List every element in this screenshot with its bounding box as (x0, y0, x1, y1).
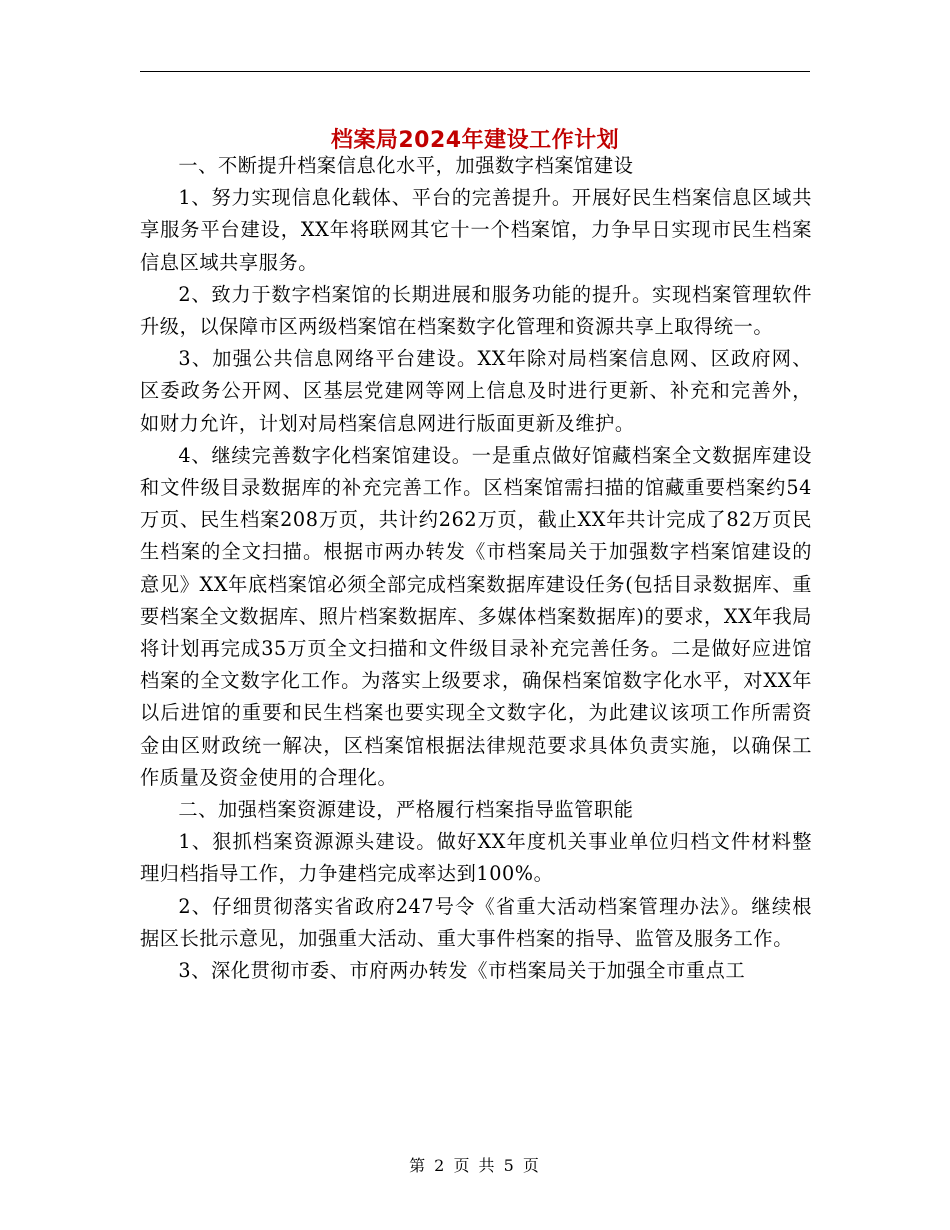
paragraph-1-3: 3、加强公共信息网络平台建设。XX年除对局档案信息网、区政府网、区委政务公开网、区基层党建网等网上信息及时进行更新、补充和完善外，如财力允许，计划对局档案信息网进行版面更新及维护。 (140, 347, 812, 435)
section-heading-2: 二、加强档案资源建设，严格履行档案指导监管职能 (178, 798, 634, 822)
document-title: 档案局2024年建设工作计划 (330, 127, 620, 153)
paragraph-2-2: 2、仔细贯彻落实省政府247号令《省重大活动档案管理办法》。继续根据区长批示意见，加强重大活动、重大事件档案的指导、监管及服务工作。 (140, 894, 812, 950)
header-rule (140, 71, 810, 72)
paragraph-1-4: 4、继续完善数字化档案馆建设。一是重点做好馆藏档案全文数据库建设和文件级目录数据库的补充完善工作。区档案馆需扫描的馆藏重要档案约54万页、民生档案208万页，共计约262万页，截止XX年共计完成了82万页民生档案的全文扫描。根据市两办转发《市档案局关于加强数字档案馆建设的意见》XX年底档案馆必须全部完成档案数据库建设任务(包括目录数据库、重要档案全文数据库、照片档案数据库、多媒体档案数据库)的要求，XX年我局将计划再完成35万页全文扫描和文件级目录补充完善任务。二是做好应进馆档案的全文数字化工作。为落实上级要求，确保档案馆数字化水平，对XX年以后进馆的重要和民生档案也要实现全文数字化，为此建议该项工作所需资金由区财政统一解决，区档案馆根据法律规范要求具体负责实施，以确保工作质量及资金使用的合理化。 (140, 443, 812, 789)
page-number: 第 2 页 共 5 页 (409, 1156, 541, 1175)
paragraph-1-1: 1、努力实现信息化载体、平台的完善提升。开展好民生档案信息区域共享服务平台建设，XX年将联网其它十一个档案馆，力争早日实现市民生档案信息区域共享服务。 (140, 186, 812, 274)
paragraph-2-3: 3、深化贯彻市委、市府两办转发《市档案局关于加强全市重点工 (178, 959, 746, 983)
paragraph-2-1: 1、狠抓档案资源源头建设。做好XX年度机关事业单位归档文件材料整理归档指导工作，力争建档完成率达到100%。 (140, 830, 812, 886)
paragraph-1-2: 2、致力于数字档案馆的长期进展和服务功能的提升。实现档案管理软件升级，以保障市区两级档案馆在档案数字化管理和资源共享上取得统一。 (140, 282, 812, 339)
document-body (140, 150, 812, 987)
section-heading-1: 一、不断提升档案信息化水平，加强数字档案馆建设 (178, 154, 634, 177)
